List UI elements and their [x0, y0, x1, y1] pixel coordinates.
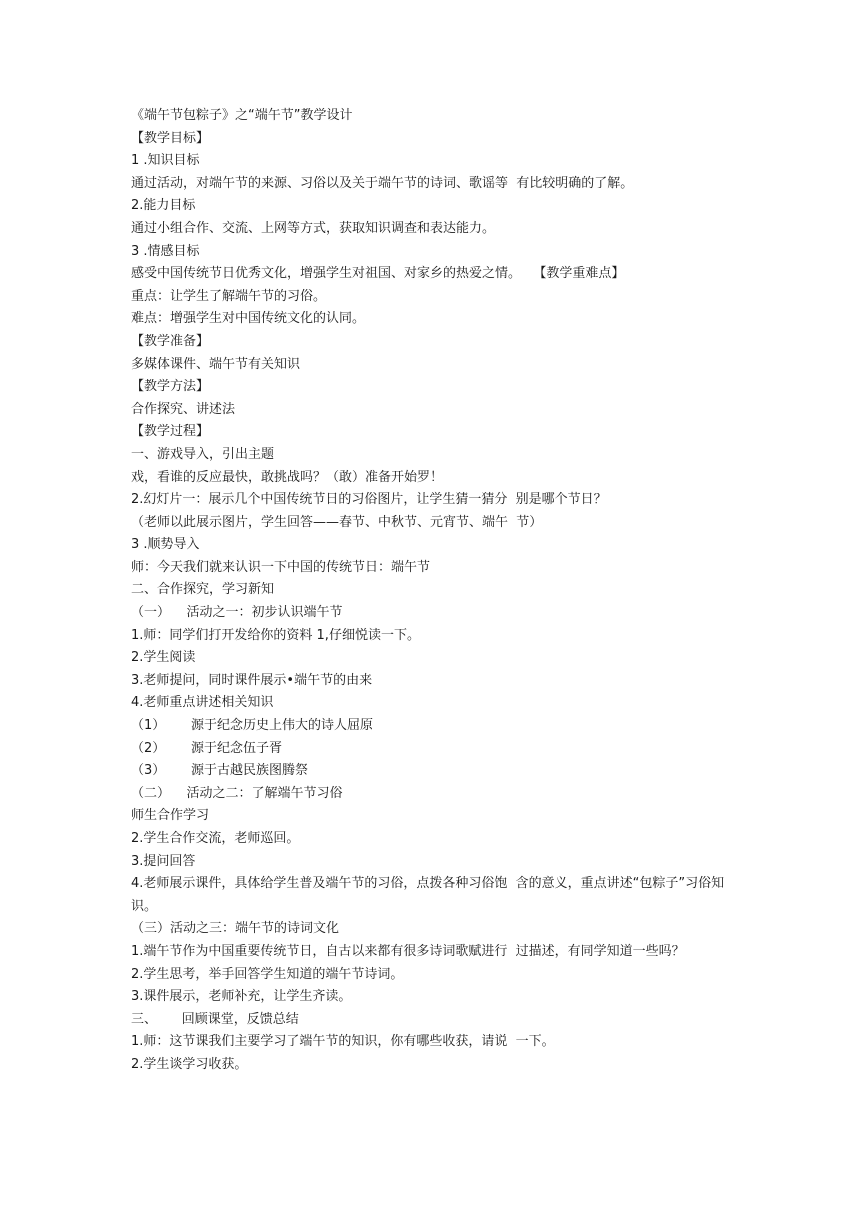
paragraph: 3.老师提问，同时课件展示•端午节的由来 — [131, 672, 373, 688]
list-item — [131, 738, 741, 761]
paragraph: 多媒体课件、端午节有关知识 — [131, 356, 301, 372]
paragraph: 3.课件展示，老师补充，让学生齐读。 — [131, 989, 352, 1005]
paragraph: 2.学生合作交流，老师巡回。 — [131, 831, 300, 846]
subheading-emotion-goal: 3 .情感目标 — [131, 243, 200, 259]
paragraph: 3.提问回答 — [131, 853, 196, 869]
paragraph: 合作探究、讲述法 — [131, 401, 236, 417]
paragraph: 通过小组合作、交流、上网等方式，获取知识调查和表达能力。 — [131, 220, 496, 236]
heading-teaching-prep: 【教学准备】 — [131, 333, 210, 349]
paragraph: 1.师：同学们打开发给你的资料 1,仔细悦读一下。 — [131, 627, 420, 643]
paragraph: 通过活动，对端午节的来源、习俗以及关于端午节的诗词、歌谣等 有比较明确的了解。 — [131, 175, 634, 191]
activity-heading-2: （二） 活动之二：了解端午节习俗 — [131, 785, 343, 801]
list-item-number: （1） — [131, 718, 166, 734]
paragraph: 师：今天我们就来认识一下中国的传统节日：端午节 — [131, 559, 431, 575]
list-item-text: 源于纪念历史上伟大的诗人屈原 — [191, 718, 374, 734]
list-item — [131, 760, 741, 783]
paragraph: 4.老师展示课件，具体给学生普及端午节的习俗，点拨各种习俗饱 含的意义，重点讲述“包粽子”习俗知识。 — [131, 876, 725, 914]
paragraph: 1.端午节作为中国重要传统节日，自古以来都有很多诗词歌赋进行 过描述，有同学知道一些吗？ — [131, 943, 685, 959]
list-item-number: （3） — [131, 763, 166, 779]
heading-teaching-method: 【教学方法】 — [131, 379, 210, 395]
document-title: 《端午节包粽子》之“端午节”教学设计 — [131, 108, 353, 123]
heading-teaching-goals: 【教学目标】 — [131, 130, 210, 146]
section-heading-2: 二、合作探究，学习新知 — [131, 582, 275, 598]
subheading-knowledge-goal: 1 .知识目标 — [131, 153, 200, 169]
list-item-number: （2） — [131, 740, 166, 756]
list-item-text: 源于纪念伍子胥 — [191, 740, 283, 756]
paragraph: 2.学生阅读 — [131, 650, 196, 666]
subheading-ability-goal: 2.能力目标 — [131, 198, 196, 214]
paragraph: 感受中国传统节日优秀文化，增强学生对祖国、对家乡的热爱之情。 【教学重难点】 — [131, 266, 625, 282]
paragraph: 师生合作学习 — [131, 808, 210, 824]
paragraph: 戏，看谁的反应最快，敢挑战吗？（敢）准备开始罗！ — [131, 469, 444, 485]
paragraph: 4.老师重点讲述相关知识 — [131, 695, 274, 711]
paragraph: 2.学生思考，举手回答学生知道的端午节诗词。 — [131, 966, 404, 982]
subheading: 3 .顺势导入 — [131, 537, 200, 553]
paragraph: 2.学生谈学习收获。 — [131, 1056, 248, 1072]
activity-heading-3: （三）活动之三：端午节的诗词文化 — [131, 921, 340, 937]
activity-heading-1: （一） 活动之一：初步认识端午节 — [131, 605, 343, 621]
paragraph: 1.师：这节课我们主要学习了端午节的知识，你有哪些收获，请说 一下。 — [131, 1034, 555, 1050]
paragraph: （老师以此展示图片，学生回答——春节、中秋节、元宵节、端午 节） — [131, 514, 543, 530]
paragraph-key-point: 重点：让学生了解端午节的习俗。 — [131, 288, 327, 304]
section-heading-1: 一、游戏导入，引出主题 — [131, 446, 275, 462]
section-heading-3: 三、 回顾课堂，反馈总结 — [131, 1011, 299, 1027]
document-body — [131, 105, 741, 1077]
list-item — [131, 715, 741, 738]
heading-teaching-process: 【教学过程】 — [131, 424, 210, 440]
paragraph: 2.幻灯片一：展示几个中国传统节日的习俗图片，让学生猜一猜分 别是哪个节日？ — [131, 492, 607, 508]
list-item-text: 源于古越民族图腾祭 — [191, 763, 309, 779]
paragraph-difficult-point: 难点：增强学生对中国传统文化的认同。 — [131, 311, 366, 327]
